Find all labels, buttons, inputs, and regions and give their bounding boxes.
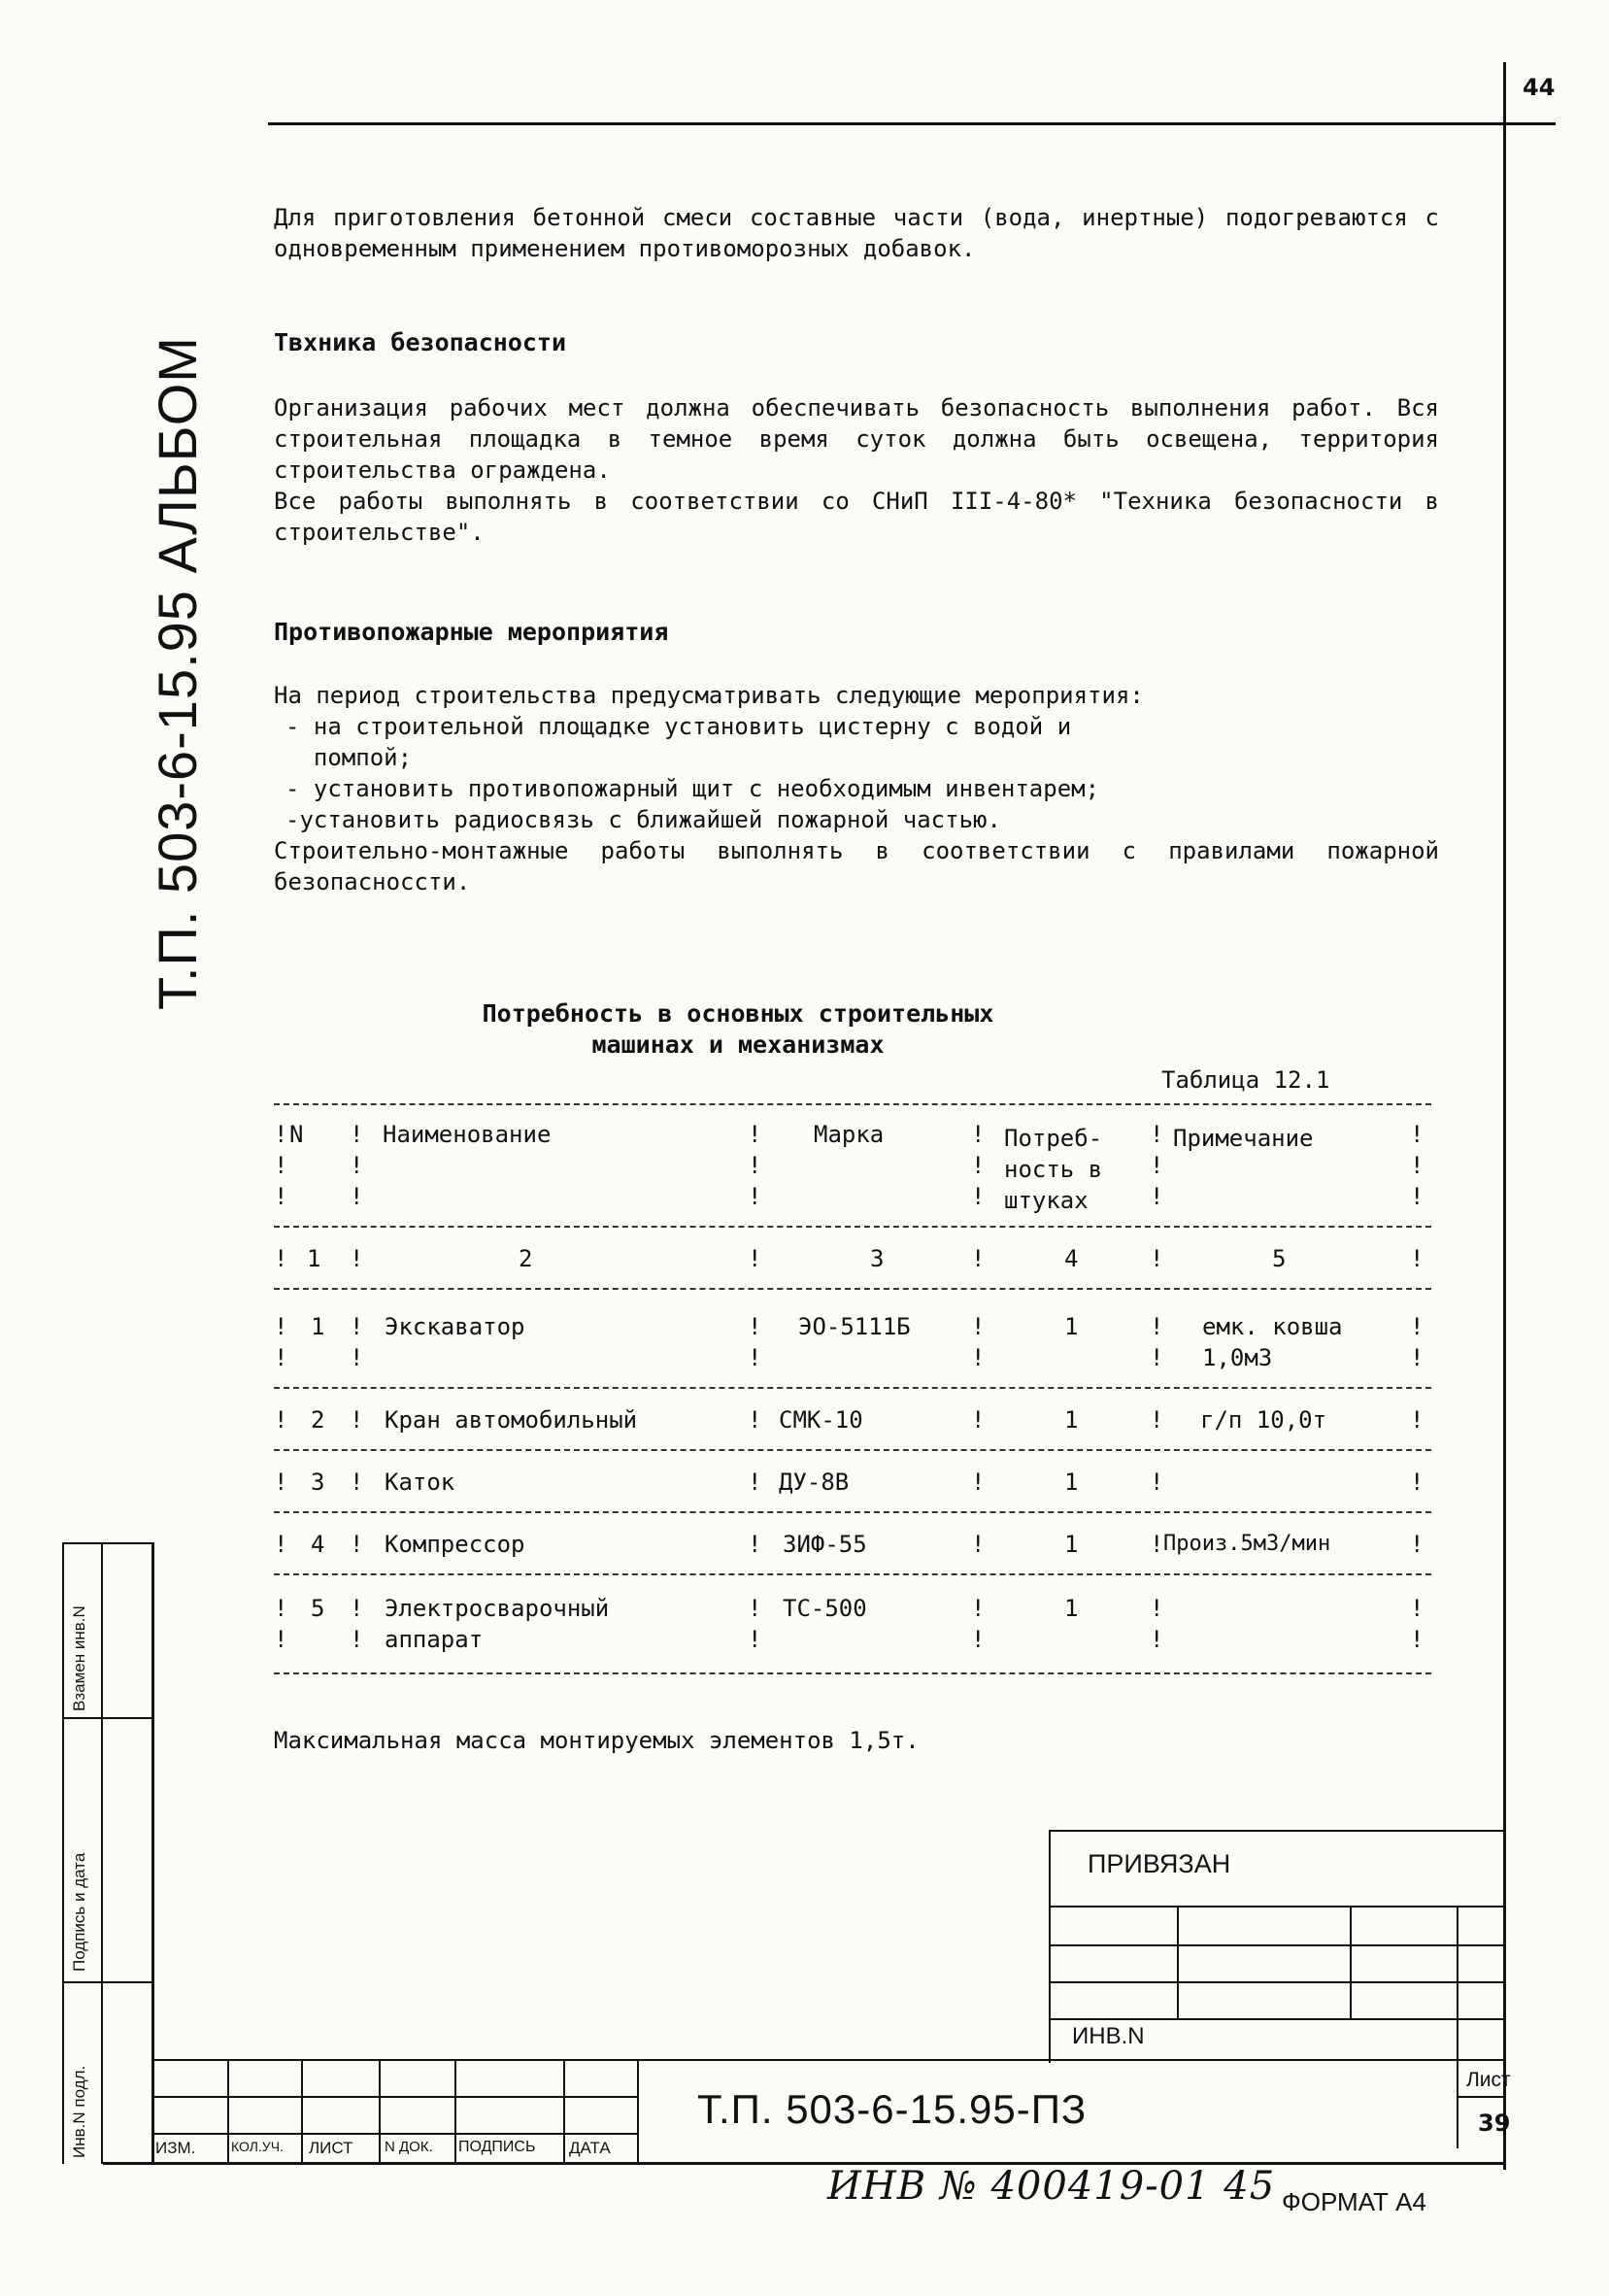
row-brand: ТС-500 [783, 1595, 867, 1622]
table-rule [274, 1103, 1431, 1105]
row-number: 5 [311, 1595, 325, 1622]
table-rule [274, 1511, 1431, 1513]
header-brand: Марка [814, 1121, 885, 1148]
fire-intro: На период строительства предусматривать следующие мероприятия: [274, 682, 1144, 709]
intro-paragraph: Для приготовления бетонной смеси составные части (вода, инертные) подогреваются с одновременным применением противоморозных добавок. [274, 204, 1439, 262]
table-rule [274, 1387, 1431, 1389]
table-rule [274, 1288, 1431, 1290]
row-note: емк. ковша 1,0м3 [1202, 1313, 1343, 1371]
row-name: Компрессор [385, 1531, 525, 1558]
table-title-line-1: Потребность в основных строительных [482, 999, 994, 1028]
header-need: Потреб- ность в штуках [1004, 1125, 1103, 1214]
frame-left-line [151, 1542, 154, 2164]
row-name: Экскаватор [385, 1313, 525, 1340]
side-label-inv-podl: Инв.N подл. [70, 2065, 88, 2158]
row-note: г/п 10,0т [1200, 1406, 1327, 1434]
handwritten-inventory-number: ИНВ № 400419-01 45 [827, 2164, 1276, 2209]
table-rule [274, 1573, 1431, 1575]
row-number: 3 [311, 1469, 325, 1496]
row-name: Электросварочный аппарат [385, 1595, 610, 1653]
row-qty: 1 [1064, 1531, 1079, 1558]
row-brand: ЗИФ-55 [783, 1531, 867, 1558]
col-number: 1 [307, 1245, 321, 1272]
col-number: 5 [1272, 1245, 1287, 1272]
row-note: Произ.5м3/мин [1163, 1532, 1331, 1556]
row-qty: 1 [1064, 1313, 1079, 1340]
fire-heading: Противопожарные мероприятия [274, 618, 669, 646]
fire-item: помпой; [285, 744, 413, 771]
table-caption: Таблица 12.1 [1161, 1066, 1330, 1094]
stamp-col-data: ДАТА [569, 2139, 611, 2157]
header-num: N [289, 1121, 304, 1148]
row-number: 1 [311, 1313, 325, 1340]
sidebar-album-code: Т.П. 503-6-15.95 АЛЬБОМ [147, 336, 208, 1010]
row-brand: ДУ-8В [779, 1469, 850, 1496]
sheet-number: 39 [1478, 2110, 1511, 2137]
stamp-col-list: ЛИСТ [309, 2139, 353, 2157]
fire-outro: Строительно-монтажные работы выполнять в соответствии с правилами пожарной безопасносcти. [274, 837, 1439, 895]
stamp-col-kol-uch: КОЛ.УЧ. [231, 2139, 284, 2154]
fire-item: - установить противопожарный щит с необходимым инвентарем; [285, 775, 1100, 802]
row-number: 2 [311, 1406, 325, 1434]
format-label: ФОРМАТ А4 [1282, 2187, 1426, 2216]
table-footnote: Максимальная масса монтируемых элементов 1,5т. [274, 1727, 920, 1754]
col-number: 4 [1064, 1245, 1079, 1272]
header-name: Наименование [383, 1121, 552, 1148]
fire-section [274, 680, 1439, 897]
table-title-line-2: машинах и механизмах [591, 1030, 885, 1059]
safety-section [274, 392, 1439, 548]
stamp-col-izm: ИЗМ. [155, 2139, 196, 2157]
stamp-col-podpis: ПОДПИСЬ [458, 2139, 536, 2155]
safety-heading: Твхника безопасности [274, 328, 567, 356]
table-rule [274, 1449, 1431, 1451]
row-name: Каток [385, 1469, 455, 1496]
inv-number-label: ИНВ.N [1072, 2023, 1145, 2049]
stamp-col-n-dok: N ДОК. [385, 2139, 433, 2155]
frame-bottom-line [103, 2162, 1505, 2165]
frame-top-line [268, 122, 1556, 125]
col-number: 3 [870, 1245, 885, 1272]
side-label-vzamen: Взамен инв.N [70, 1605, 88, 1711]
safety-paragraph-2: Все работы выполнять в соответствии со СНиП III-4-80* "Техника безопасности в строительстве". [274, 488, 1439, 546]
row-name: Кран автомобильный [385, 1406, 638, 1434]
side-label-podpis: Подпись и дата [70, 1852, 88, 1972]
row-qty: 1 [1064, 1595, 1079, 1622]
sheet-label: Лист [1466, 2069, 1511, 2091]
safety-paragraph-1: Организация рабочих мест должна обеспечивать безопасность выполнения работ. Вся строительная площадка в темное время суток должна быть освещена, территория строительства ограждена. [274, 394, 1439, 484]
row-qty: 1 [1064, 1406, 1079, 1434]
table-rule [274, 1672, 1431, 1674]
privyazan-label: ПРИВЯЗАН [1088, 1849, 1231, 1878]
row-number: 4 [311, 1531, 325, 1558]
table-title [408, 998, 1068, 1061]
fire-item: - на строительной площадке установить цистерну с водой и [285, 713, 1072, 740]
frame-right-line [1503, 62, 1506, 2170]
row-brand: ЭО-5111Б [798, 1313, 911, 1340]
table-rule [274, 1226, 1431, 1228]
fire-item: -установить радиосвязь с ближайшей пожарной частью. [285, 806, 1001, 833]
row-brand: СМК-10 [779, 1406, 863, 1434]
row-qty: 1 [1064, 1469, 1079, 1496]
document-code: Т.П. 503-6-15.95-ПЗ [697, 2086, 1088, 2132]
header-note: Примечание [1173, 1125, 1314, 1152]
col-number: 2 [519, 1245, 533, 1272]
body-text [274, 202, 1439, 264]
page-number: 44 [1523, 74, 1556, 101]
